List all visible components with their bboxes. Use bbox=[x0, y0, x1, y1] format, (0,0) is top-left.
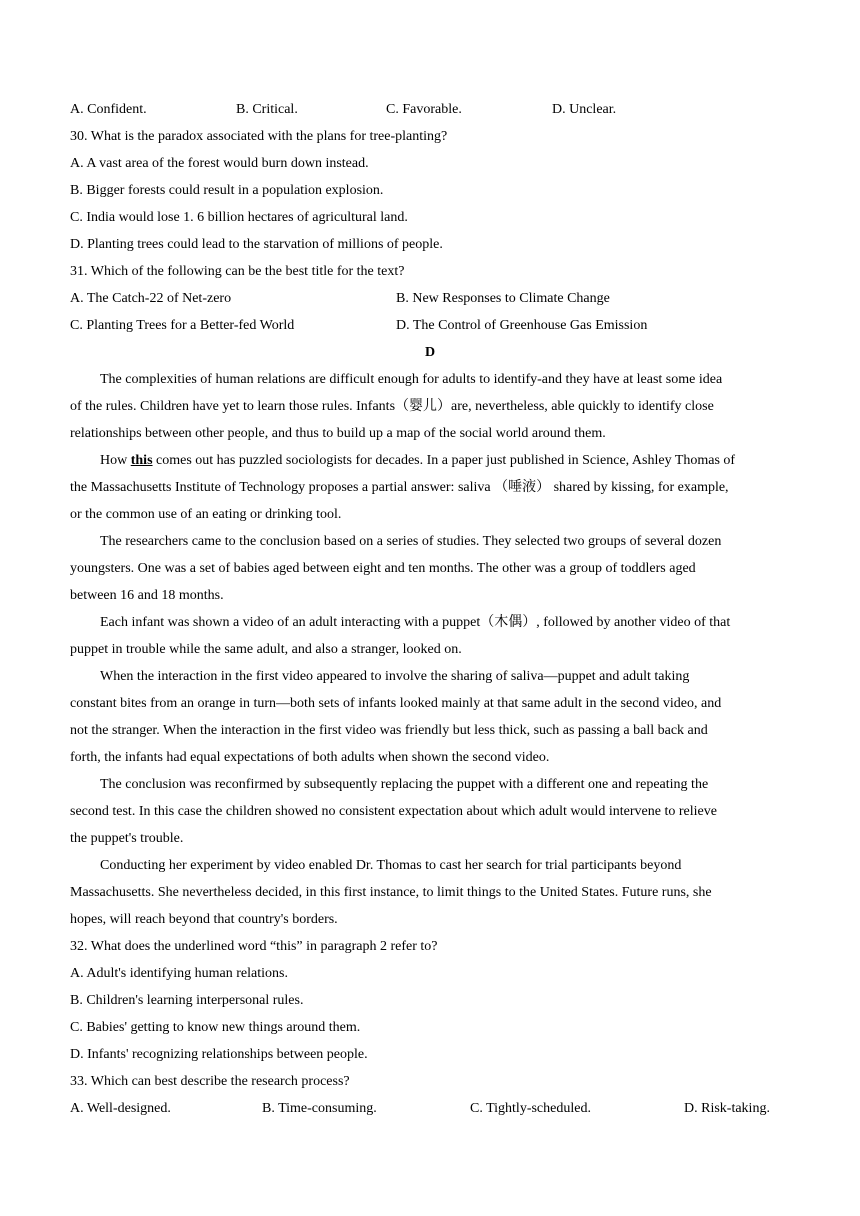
q30-option-a: A. A vast area of the forest would burn down instead. bbox=[70, 156, 369, 171]
section-d-heading: D bbox=[424, 345, 436, 360]
p2-line-1 bbox=[0, 447, 860, 474]
p1-line-3: relationships between other people, and thus to build up a map of the social world around them. bbox=[70, 426, 606, 441]
q33-option-a: A. Well-designed. bbox=[70, 1101, 171, 1116]
exam-page bbox=[0, 96, 860, 1122]
q31-option-d: D. The Control of Greenhouse Gas Emission bbox=[396, 318, 648, 333]
q33-stem: 33. Which can best describe the research process? bbox=[70, 1074, 350, 1089]
p3-line-1: The researchers came to the conclusion based on a series of studies. They selected two groups of several dozen bbox=[100, 534, 722, 549]
p6-line-2: second test. In this case the children showed no consistent expectation about which adult would intervene to relieve bbox=[70, 804, 717, 819]
q31-options-row-1 bbox=[0, 285, 860, 312]
p4-line-2: puppet in trouble while the same adult, and also a stranger, looked on. bbox=[70, 642, 462, 657]
q31-stem: 31. Which of the following can be the best title for the text? bbox=[70, 264, 405, 279]
q31-option-a: A. The Catch-22 of Net-zero bbox=[70, 291, 232, 306]
p3-line-3: between 16 and 18 months. bbox=[70, 588, 224, 603]
q33-option-b: B. Time-consuming. bbox=[262, 1101, 377, 1116]
q29-option-d: D. Unclear. bbox=[552, 102, 617, 117]
q32-option-a: A. Adult's identifying human relations. bbox=[70, 966, 288, 981]
q32-option-d: D. Infants' recognizing relationships between people. bbox=[70, 1047, 368, 1062]
p5-line-1: When the interaction in the first video appeared to involve the sharing of saliva—puppet and adult taking bbox=[100, 669, 690, 684]
q30-stem: 30. What is the paradox associated with the plans for tree-planting? bbox=[70, 129, 448, 144]
p2-line-1-after: comes out has puzzled sociologists for decades. In a paper just published in Science, Ashley Thomas of bbox=[152, 453, 736, 468]
p6-line-3: the puppet's trouble. bbox=[70, 831, 184, 846]
q31-option-c: C. Planting Trees for a Better-fed World bbox=[70, 318, 295, 333]
q29-option-b: B. Critical. bbox=[236, 102, 298, 117]
q31-options-row-2 bbox=[0, 312, 860, 339]
p4-line-1: Each infant was shown a video of an adult interacting with a puppet（木偶）, followed by another video of that bbox=[100, 615, 731, 630]
q32-stem: 32. What does the underlined word “this” in paragraph 2 refer to? bbox=[70, 939, 438, 954]
p3-line-2: youngsters. One was a set of babies aged between eight and ten months. The other was a group of toddlers aged bbox=[70, 561, 696, 576]
p6-line-1: The conclusion was reconfirmed by subsequently replacing the puppet with a different one and repeating the bbox=[100, 777, 709, 792]
q31-option-b: B. New Responses to Climate Change bbox=[396, 291, 610, 306]
p2-line-1-before: How bbox=[100, 453, 131, 468]
q29-option-a: A. Confident. bbox=[70, 102, 147, 117]
q30-option-b: B. Bigger forests could result in a population explosion. bbox=[70, 183, 384, 198]
q29-options-row bbox=[0, 96, 860, 123]
p5-line-4: forth, the infants had equal expectations of both adults when shown the second video. bbox=[70, 750, 550, 765]
q32-option-c: C. Babies' getting to know new things around them. bbox=[70, 1020, 361, 1035]
underlined-keyword: this bbox=[130, 453, 153, 468]
p1-line-1: The complexities of human relations are difficult enough for adults to identify-and they have at least some idea bbox=[100, 372, 723, 387]
p7-line-2: Massachusetts. She nevertheless decided, in this first instance, to limit things to the United States. Future runs, she bbox=[70, 885, 712, 900]
q32-option-b: B. Children's learning interpersonal rules. bbox=[70, 993, 304, 1008]
q30-option-c: C. India would lose 1. 6 billion hectares of agricultural land. bbox=[70, 210, 408, 225]
q33-option-c: C. Tightly-scheduled. bbox=[470, 1101, 591, 1116]
p7-line-3: hopes, will reach beyond that country's borders. bbox=[70, 912, 338, 927]
q33-option-d: D. Risk-taking. bbox=[684, 1101, 770, 1116]
p5-line-3: not the stranger. When the interaction in the first video was friendly but less thick, such as passing a ball back and bbox=[70, 723, 708, 738]
p5-line-2: constant bites from an orange in turn—both sets of infants looked mainly at that same adult in the second video, and bbox=[70, 696, 722, 711]
q29-option-c: C. Favorable. bbox=[386, 102, 462, 117]
p2-line-3: or the common use of an eating or drinking tool. bbox=[70, 507, 342, 522]
p1-line-2: of the rules. Children have yet to learn those rules. Infants（婴儿）are, nevertheless, able quickly to identify close bbox=[70, 399, 714, 414]
q30-option-d: D. Planting trees could lead to the starvation of millions of people. bbox=[70, 237, 443, 252]
p7-line-1: Conducting her experiment by video enabled Dr. Thomas to cast her search for trial participants beyond bbox=[100, 858, 682, 873]
q33-options-row bbox=[0, 1095, 860, 1122]
p2-line-2: the Massachusetts Institute of Technology proposes a partial answer: saliva （唾液） shared by kissing, for example, bbox=[70, 480, 729, 495]
